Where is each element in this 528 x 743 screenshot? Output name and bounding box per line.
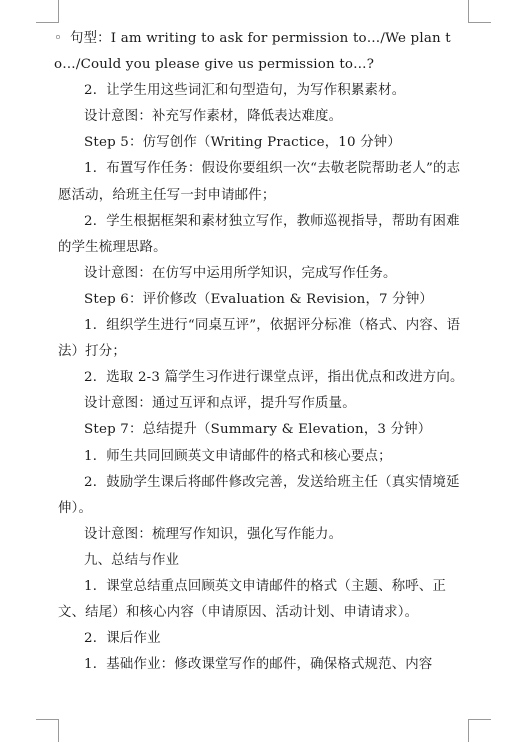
- step-heading: Step 6：评价修改（Evaluation & Revision，7 分钟）: [84, 291, 433, 307]
- paragraph-design-intent: 设计意图：在仿写中运用所学知识，完成写作任务。: [84, 265, 397, 281]
- crop-mark-top-right: [468, 0, 491, 23]
- paragraph-design-intent: 设计意图：通过互评和点评，提升写作质量。: [84, 396, 356, 412]
- crop-mark-bottom-left: [36, 719, 59, 742]
- subsection-heading: 2．课后作业: [84, 631, 161, 647]
- section-heading: 九、总结与作业: [84, 552, 180, 568]
- paragraph: 1．师生共同回顾英文申请邮件的格式和核心要点；: [84, 448, 392, 464]
- paragraph: 2．让学生用这些词汇和句型造句，为写作积累素材。: [84, 83, 406, 99]
- step-heading: Step 5：仿写创作（Writing Practice，10 分钟）: [84, 135, 401, 151]
- paragraph: 1．布置写作任务：假设你要组织一次“去敬老院帮助老人”的志愿活动，给班主任写一封申请邮件；: [58, 161, 461, 203]
- crop-mark-bottom-right: [468, 719, 491, 742]
- paragraph: 2．学生根据框架和素材独立写作，教师巡视指导，帮助有困难的学生梳理思路。: [58, 213, 460, 255]
- paragraph: 1．基础作业：修改课堂写作的邮件，确保格式规范、内容: [84, 657, 433, 673]
- step-heading: Step 7：总结提升（Summary & Elevation，3 分钟）: [84, 422, 432, 438]
- paragraph: 1．课堂总结重点回顾英文申请邮件的格式（主题、称呼、正文、结尾）和核心内容（申请原因、活动计划、申请请求）。: [58, 578, 447, 621]
- crop-mark-top-left: [36, 0, 59, 23]
- document-body: [54, 26, 470, 678]
- paragraph-sentence-patterns: ◦ 句型：I am writing to ask for permission to…/We plan to…/Could you please give us permission to…?: [54, 26, 470, 78]
- paragraph: 1．组织学生进行“同桌互评”，依据评分标准（格式、内容、语法）打分；: [58, 318, 461, 360]
- paragraph-design-intent: 设计意图：补充写作素材，降低表达难度。: [84, 109, 343, 125]
- paragraph: 2．选取 2-3 篇学生习作进行课堂点评，指出优点和改进方向。: [84, 370, 464, 386]
- paragraph: 2．鼓励学生课后将邮件修改完善，发送给班主任（真实情境延伸）。: [58, 474, 460, 516]
- paragraph-design-intent: 设计意图：梳理写作知识，强化写作能力。: [84, 526, 343, 542]
- bullet-icon: ◦: [54, 31, 63, 46]
